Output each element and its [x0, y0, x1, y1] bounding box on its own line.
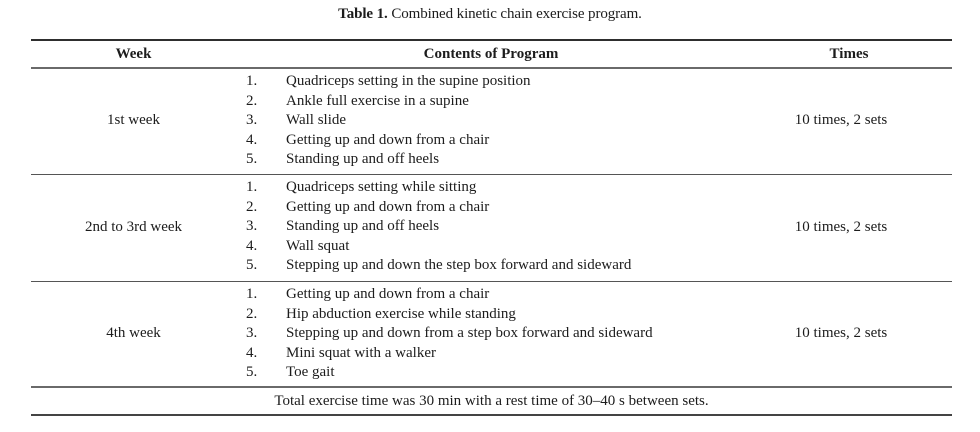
week-cell: 1st week	[107, 112, 160, 128]
header-times: Times	[829, 46, 869, 62]
list-item: 3. Wall slide	[246, 112, 347, 128]
header-contents: Contents of Program	[423, 46, 559, 62]
table-footnote: Total exercise time was 30 min with a rest time of 30–40 s between sets.	[274, 393, 709, 409]
list-item: 1. Quadriceps setting in the supine position	[246, 73, 531, 89]
table-caption	[0, 6, 980, 23]
list-item: 2. Getting up and down from a chair	[246, 198, 490, 215]
row-rule	[31, 174, 952, 175]
list-item: 1. Quadriceps setting while sitting	[246, 179, 477, 195]
times-cell: 10 times, 2 sets	[794, 112, 888, 128]
header-week: Week	[115, 46, 152, 62]
list-item: 1. Getting up and down from a chair	[246, 286, 490, 302]
header-rule	[31, 67, 952, 69]
list-item: 5. Stepping up and down the step box forward and sideward	[246, 257, 632, 273]
exercise-list	[246, 178, 631, 276]
list-item: 2. Ankle full exercise in a supine	[246, 92, 469, 109]
exercise-list	[246, 285, 653, 383]
exercise-list	[246, 72, 531, 170]
week-cell: 4th week	[106, 325, 161, 341]
row-rule	[31, 281, 952, 282]
list-item: 5. Standing up and off heels	[246, 151, 440, 167]
list-item: 4. Getting up and down from a chair	[246, 131, 490, 148]
caption-label: Table 1.	[338, 6, 388, 22]
list-item: 5. Toe gait	[246, 364, 335, 380]
list-item: 3. Standing up and off heels	[246, 218, 440, 234]
caption-text: Combined kinetic chain exercise program.	[387, 6, 642, 22]
times-cell: 10 times, 2 sets	[794, 219, 888, 235]
times-cell: 10 times, 2 sets	[794, 325, 888, 341]
list-item: 4. Wall squat	[246, 237, 350, 254]
week-cell: 2nd to 3rd week	[84, 219, 183, 235]
bottom-rule	[31, 414, 952, 416]
list-item: 4. Mini squat with a walker	[246, 344, 436, 361]
list-item: 2. Hip abduction exercise while standing	[246, 305, 516, 322]
list-item: 3. Stepping up and down from a step box forward and sideward	[246, 325, 653, 341]
